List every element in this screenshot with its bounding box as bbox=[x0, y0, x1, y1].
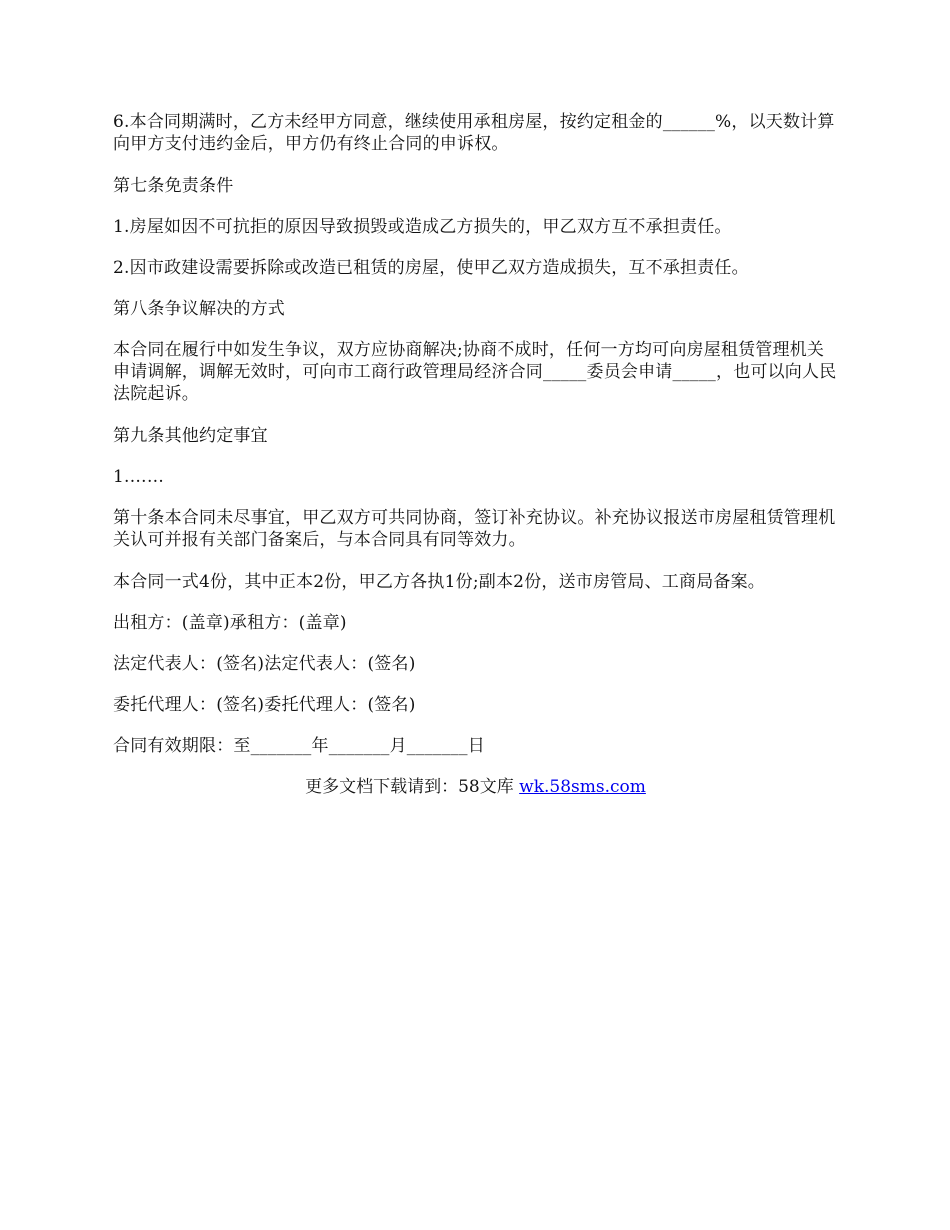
legal-representative-line: 法定代表人：(签名)法定代表人：(签名) bbox=[113, 654, 416, 674]
article-10-paragraph: 第十条本合同未尽事宜，甲乙双方可共同协商，签订补充协议。补充协议报送市房屋租赁管理机关认可并报有关部门备案后，与本合同具有同等效力。 bbox=[113, 508, 836, 550]
footer-prefix: 更多文档下载请到：58文库 bbox=[305, 777, 520, 797]
article-8-paragraph: 本合同在履行中如发生争议，双方应协商解决;协商不成时，任何一方均可向房屋租赁管理机关申请调解，调解无效时，可向市工商行政管理局经济合同_____委员会申请_____，也可以向人民法院起诉。 bbox=[113, 340, 837, 404]
article-7-item-1: 1.房屋如因不可抗拒的原因导致损毁或造成乙方损失的，甲乙双方互不承担责任。 bbox=[113, 217, 732, 237]
article-9-heading: 第九条其他约定事宜 bbox=[113, 426, 268, 446]
article-7-heading: 第七条免责条件 bbox=[113, 176, 234, 196]
clause-6-paragraph: 6.本合同期满时，乙方未经甲方同意，继续使用承租房屋，按约定租金的______%，以天数计算向甲方支付违约金后，甲方仍有终止合同的申诉权。 bbox=[113, 112, 835, 154]
validity-period-line: 合同有效期限：至_______年_______月_______日 bbox=[113, 736, 485, 756]
footer-link[interactable]: wk.58sms.com bbox=[519, 777, 646, 797]
article-7-item-2: 2.因市政建设需要拆除或改造已租赁的房屋，使甲乙双方造成损失，互不承担责任。 bbox=[113, 258, 749, 278]
agent-line: 委托代理人：(签名)委托代理人：(签名) bbox=[113, 695, 416, 715]
download-footer bbox=[113, 776, 838, 798]
article-9-item-1: 1.…… bbox=[113, 467, 165, 487]
copies-paragraph: 本合同一式4份，其中正本2份，甲乙方各执1份;副本2份，送市房管局、工商局备案。 bbox=[113, 572, 765, 592]
lessor-lessee-seal-line: 出租方：(盖章)承租方：(盖章) bbox=[113, 613, 347, 633]
article-8-heading: 第八条争议解决的方式 bbox=[113, 299, 285, 319]
